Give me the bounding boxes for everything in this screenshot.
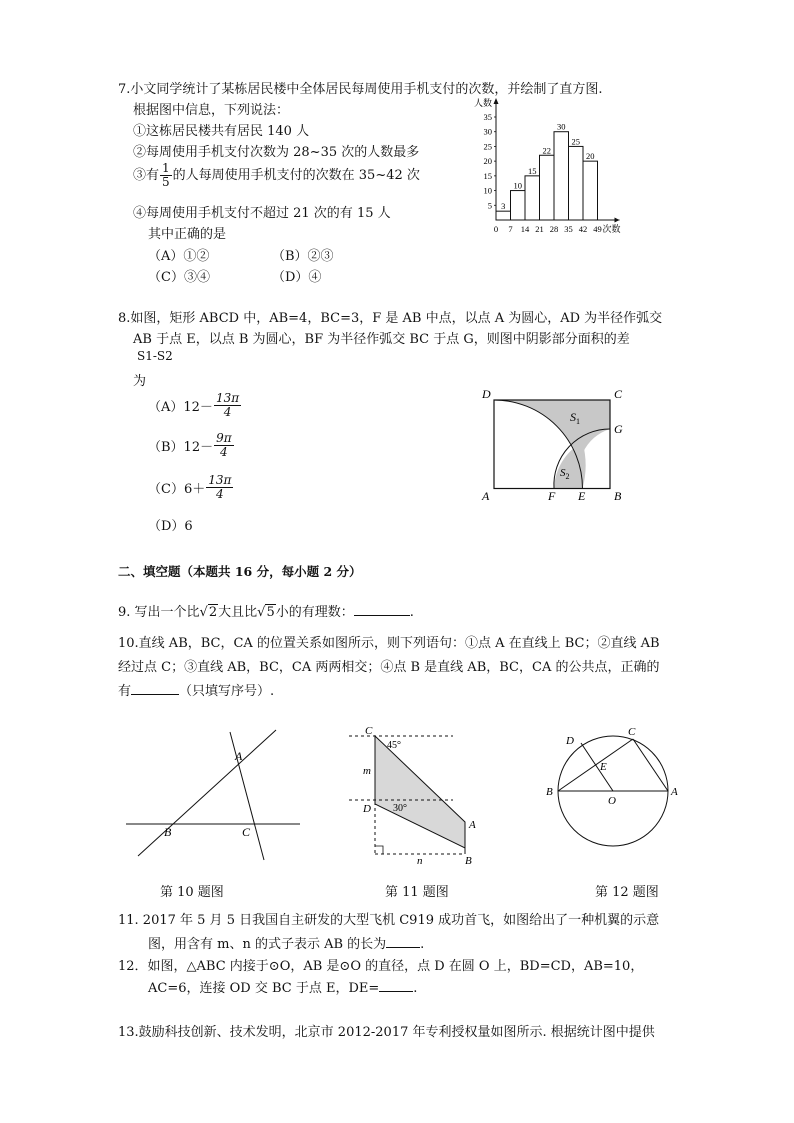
q11-line-2: 图，用含有 m、n 的式子表示 AB 的长为 .	[148, 937, 425, 952]
q8-option-d: （D）6	[148, 519, 193, 534]
label-c: C	[628, 726, 636, 738]
y-tick-label: 35	[483, 112, 492, 122]
q7-statement-4: ④每周使用手机支付不超过 21 次的有 15 人	[133, 206, 391, 221]
q10-line-1: 10.直线 AB，BC，CA 的位置关系如图所示，则下列语句：①点 A 在直线上 BC；②直线 AB	[118, 636, 660, 651]
label-d: D	[482, 387, 491, 401]
label-s1: $S_1$	[570, 410, 580, 426]
x-tick-label: 7	[508, 224, 513, 234]
fig-10	[118, 728, 308, 868]
fraction-one-fifth: $\frac{1}{5}$	[162, 161, 170, 189]
q7-option-a: （A）①②	[148, 249, 210, 264]
segment-od	[581, 743, 613, 791]
bar-value-label: 10	[513, 180, 522, 191]
label-c: C	[614, 387, 623, 401]
histogram-bar	[554, 132, 569, 220]
q10-answer-blank[interactable]	[131, 682, 179, 695]
q13-line-1: 13.鼓励科技创新、技术发明，北京市 2012-2017 年专利授权量如图所示. 根据统计图中提供	[118, 1025, 655, 1040]
label-a: A	[482, 489, 490, 503]
q8-option-a: （A）12－ $\frac{13\pi}{4}$	[148, 391, 240, 419]
q8-line-2: AB 于点 E，以点 B 为圆心，BF 为半径作弧交 BC 于点 G，则图中阴影部分面积的差	[133, 332, 630, 347]
q7-option-b: （B）②③	[272, 249, 334, 264]
x-tick-label: 0	[493, 224, 499, 234]
wing-shape	[375, 736, 465, 848]
y-axis-label: 人数	[474, 98, 493, 108]
q8-option-b: （B）12－ $\frac{9\pi}{4}$	[148, 431, 232, 459]
shaded-region-s1	[494, 400, 610, 489]
shaded-region-s2	[554, 442, 586, 489]
q8-line-1: 8.如图，矩形 ABCD 中，AB=4，BC=3，F 是 AB 中点，以点 A 为圆心，AD 为半径作弧交	[118, 311, 663, 326]
label-o: O	[608, 795, 616, 807]
y-tick-label: 20	[483, 156, 492, 167]
q8-figure	[470, 382, 640, 507]
right-angle-mark	[375, 846, 383, 854]
bar-value-label: 3	[501, 201, 506, 212]
label-b: B	[546, 786, 553, 798]
q8-line-4: 为	[133, 374, 147, 389]
label-c: C	[365, 725, 373, 737]
q7-intro: 根据图中信息，下列说法：	[133, 103, 290, 118]
label-s2: $S_2$	[560, 467, 570, 481]
q7-stem: 7.小文同学统计了某栋居民楼中全体居民每周使用手机支付的次数，并绘制了直方图.	[118, 82, 603, 97]
sqrt-2: √2	[199, 605, 218, 620]
histogram-bar	[525, 176, 540, 220]
label-m: m	[363, 765, 371, 777]
label-g: G	[614, 422, 623, 436]
x-tick-label: 14	[520, 224, 530, 234]
q12-line-1: 12．如图，△ABC 内接于⊙O，AB 是⊙O 的直径，点 D 在圆 O 上，BD=CD，AB=10，	[118, 959, 644, 974]
sqrt-5: √5	[257, 605, 275, 620]
x-tick-label: 28	[549, 224, 559, 234]
histogram-bar	[496, 211, 511, 220]
q7-statement-2: ②每周使用手机支付次数为 28~35 次的人数最多	[133, 145, 420, 160]
x-axis-label: 次数	[602, 224, 621, 234]
bar-value-label: 20	[586, 151, 595, 162]
q8-option-c: （C）6＋ $\frac{13\pi}{4}$	[148, 473, 232, 501]
label-d: D	[363, 803, 371, 815]
q7-option-d: （D）④	[272, 270, 322, 285]
q7-statement-1: ①这栋居民楼共有居民 140 人	[133, 124, 310, 139]
label-c: C	[242, 825, 251, 839]
chord-ca	[633, 739, 668, 791]
q12-answer-blank[interactable]	[379, 979, 413, 992]
q8-line-3: S1-S2	[137, 349, 173, 363]
histogram-bar	[569, 146, 584, 220]
label-b: B	[465, 855, 472, 867]
x-tick-label: 35	[564, 224, 573, 234]
q10-line-2: 经过点 C；③直线 AB，BC，CA 两两相交；④点 B 是直线 AB，BC，CA 的公共点，正确的	[118, 660, 660, 675]
q9: 9. 写出一个比√2大且比√5小的有理数： .	[118, 605, 414, 620]
y-axis-arrow	[494, 98, 499, 104]
label-a: A	[469, 819, 476, 831]
histogram-bar	[583, 161, 598, 220]
label-a: A	[671, 786, 678, 798]
label-n: n	[417, 855, 423, 867]
bar-value-label: 22	[542, 145, 551, 156]
label-f: F	[548, 489, 556, 503]
x-tick-label: 49	[593, 224, 602, 234]
x-axis-arrow	[615, 218, 620, 223]
q7-which: 其中正确的是	[148, 227, 227, 242]
label-b: B	[614, 489, 622, 503]
bar-value-label: 30	[557, 121, 566, 132]
y-tick-label: 15	[483, 170, 492, 181]
label-e: E	[600, 761, 607, 773]
label-d: D	[566, 735, 574, 747]
y-tick-label: 10	[483, 185, 492, 196]
label-a: A	[235, 749, 243, 763]
label-b: B	[164, 825, 172, 839]
fig-12	[540, 722, 690, 870]
histogram-bar	[540, 155, 555, 220]
q9-answer-blank[interactable]	[354, 603, 410, 616]
q7-s3-pre: ③有	[133, 168, 160, 183]
q12-line-2: AC=6，连接 OD 交 BC 于点 E，DE= .	[148, 981, 418, 996]
x-tick-label: 42	[578, 224, 588, 234]
q7-s3-post: 的人每周使用手机支付的次数在 35~42 次	[172, 168, 420, 183]
q7-statement-3	[133, 162, 420, 189]
x-tick-label: 21	[535, 224, 544, 234]
bar-value-label: 15	[528, 165, 537, 176]
q11-line-1: 11. 2017 年 5 月 5 日我国自主研发的大型飞机 C919 成功首飞，如图给出了一种机翼的示意	[118, 913, 660, 928]
y-tick-label: 5	[487, 200, 492, 211]
y-tick-label: 25	[483, 141, 492, 152]
bar-value-label: 25	[571, 136, 580, 147]
fig-11	[345, 722, 495, 867]
q10-line-3: 有 （只填写序号）.	[118, 684, 275, 699]
fig-12-caption: 第 12 题图	[595, 885, 659, 900]
y-tick-label: 30	[483, 126, 492, 137]
q7-option-c: （C）③④	[148, 270, 210, 285]
fig-10-caption: 第 10 题图	[160, 885, 224, 900]
angle-30: 30°	[393, 803, 407, 814]
line-ab	[138, 730, 276, 856]
section-2-title: 二、填空题（本题共 16 分，每小题 2 分）	[118, 564, 362, 579]
label-e: E	[578, 489, 586, 503]
angle-45: 45°	[387, 740, 401, 751]
fig-11-caption: 第 11 题图	[385, 885, 449, 900]
histogram-bar	[511, 191, 526, 220]
histogram-chart	[470, 92, 645, 240]
q11-answer-blank[interactable]	[386, 935, 420, 948]
